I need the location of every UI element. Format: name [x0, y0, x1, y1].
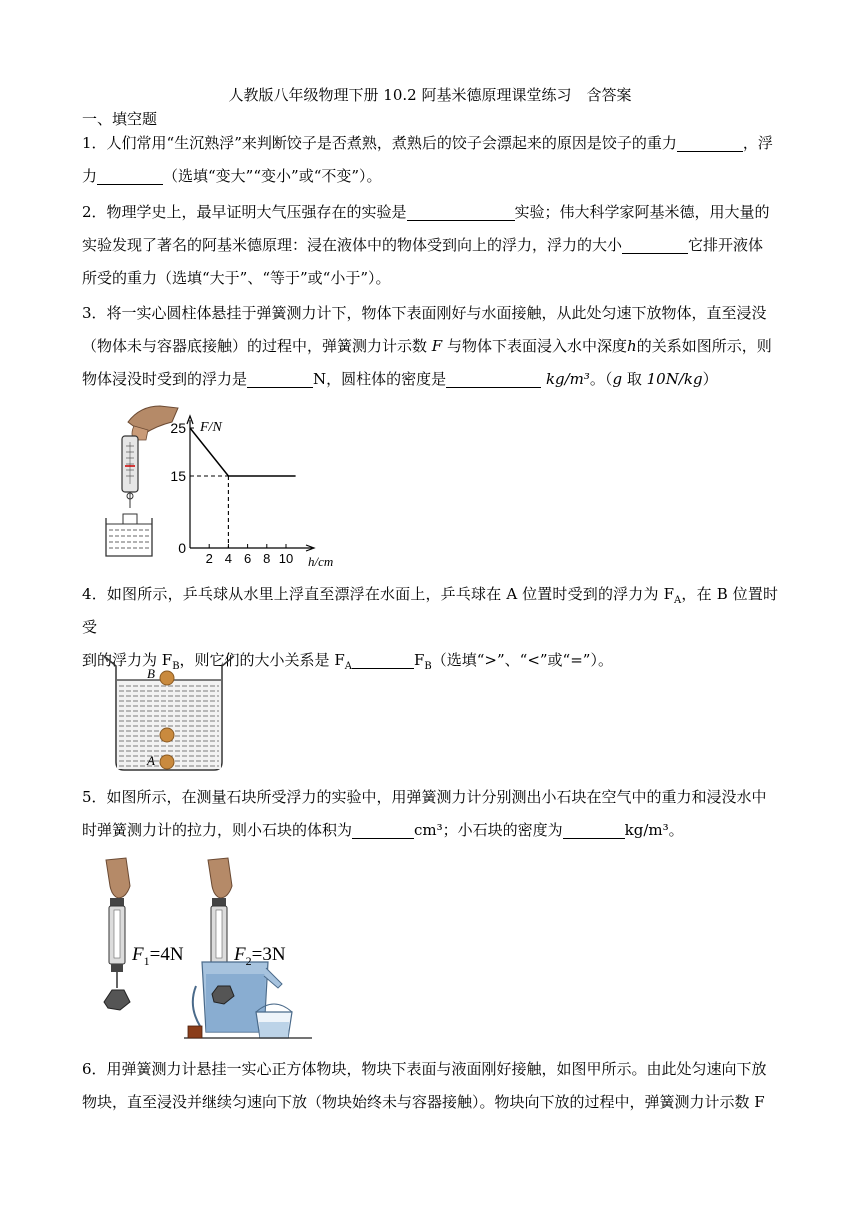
- question-1: 1．人们常用“生沉熟浮”来判断饺子是否煮熟，煮熟后的饺子会漂起来的原因是饺子的重力 ，浮 力 （选填“变大”“变小”或“不变”）。: [82, 134, 773, 185]
- answer-blank[interactable]: [446, 369, 541, 388]
- question-2: 2．物理学史上，最早证明大气压强存在的实验是 实验；伟大科学家阿基米德，用大量的 实验发现了著名的阿基米德原理：浸在液体中的物体受到向上的浮力，浮力的大小 它排开液体 所受的重力（选填“大于”、“等于”或“小于”）。: [82, 203, 770, 287]
- x-tick-label: 4: [224, 551, 233, 566]
- f2-label: $F_2=3N$: [234, 944, 286, 968]
- answer-blank[interactable]: [677, 133, 743, 152]
- x-tick-label: 10: [278, 551, 294, 566]
- x-tick-label: 2: [205, 551, 213, 566]
- question-3: 3．将一实心圆柱体悬挂于弹簧测力计下，物体下表面刚好与水面接触，从此处匀速下放物体，直至浸没 （物体未与容器底接触）的过程中，弹簧测力计示数 F 与物体下表面浸入水中深度h的关系如图所示，则 物体浸没时受到的浮力是 N，圆柱体的密度是 kg/m³。（g 取 10N/kg）: [82, 304, 772, 388]
- answer-blank[interactable]: [97, 166, 163, 185]
- question-5: 5．如图所示，在测量石块所受浮力的实验中，用弹簧测力计分别测出小石块在空气中的重力和浸没水中 时弹簧测力计的拉力，则小石块的体积为 cm³；小石块的密度为 kg/m³。: [82, 788, 767, 839]
- answer-blank[interactable]: [407, 202, 515, 221]
- x-tick-label: 8: [263, 551, 271, 566]
- beaker-illustration: [100, 652, 240, 776]
- ball-label-a: A: [147, 753, 155, 768]
- page-title: 人教版八年级物理下册 10.2 阿基米德原理课堂练习 含答案: [228, 86, 632, 104]
- answer-blank[interactable]: [563, 820, 625, 839]
- y-tick-label: 0: [178, 540, 186, 556]
- chart-xlabel: h/cm: [308, 554, 334, 569]
- y-tick-label: 25: [170, 420, 186, 436]
- x-tick-label: 6: [243, 551, 252, 566]
- stone-buoyancy-illustration: [96, 856, 316, 1040]
- series-line: [190, 428, 296, 476]
- answer-blank[interactable]: [352, 820, 414, 839]
- answer-blank[interactable]: [622, 235, 688, 254]
- answer-blank[interactable]: [352, 650, 414, 669]
- chart-ylabel: F/N: [200, 420, 222, 435]
- question-6: 6．用弹簧测力计悬挂一实心正方体物块，物块下表面与液面刚好接触，如图甲所示。由此处匀速向下放 物块，直至浸没并继续匀速向下放（物块始终未与容器接触）。物块向下放的过程中，弹簧测力计示数 F: [82, 1060, 767, 1111]
- question-4: 4．如图所示，乒乓球从水里上浮直至漂浮在水面上，乒乓球在 A 位置时受到的浮力为 $F_A$，在 B 位置时受 到的浮力为 $F_B$，则它们的大小关系是 $F_A$ $F_B$（选填“>”、“<”或“=”）。: [82, 585, 779, 672]
- force-depth-chart: [170, 420, 295, 566]
- f1-label: $F_1=4N$: [132, 944, 184, 968]
- section-heading: 一、填空题: [82, 110, 158, 128]
- y-tick-label: 15: [170, 468, 186, 484]
- spring-scale-illustration: [100, 400, 360, 572]
- ball-label-b: B: [147, 666, 155, 681]
- answer-blank[interactable]: [247, 369, 313, 388]
